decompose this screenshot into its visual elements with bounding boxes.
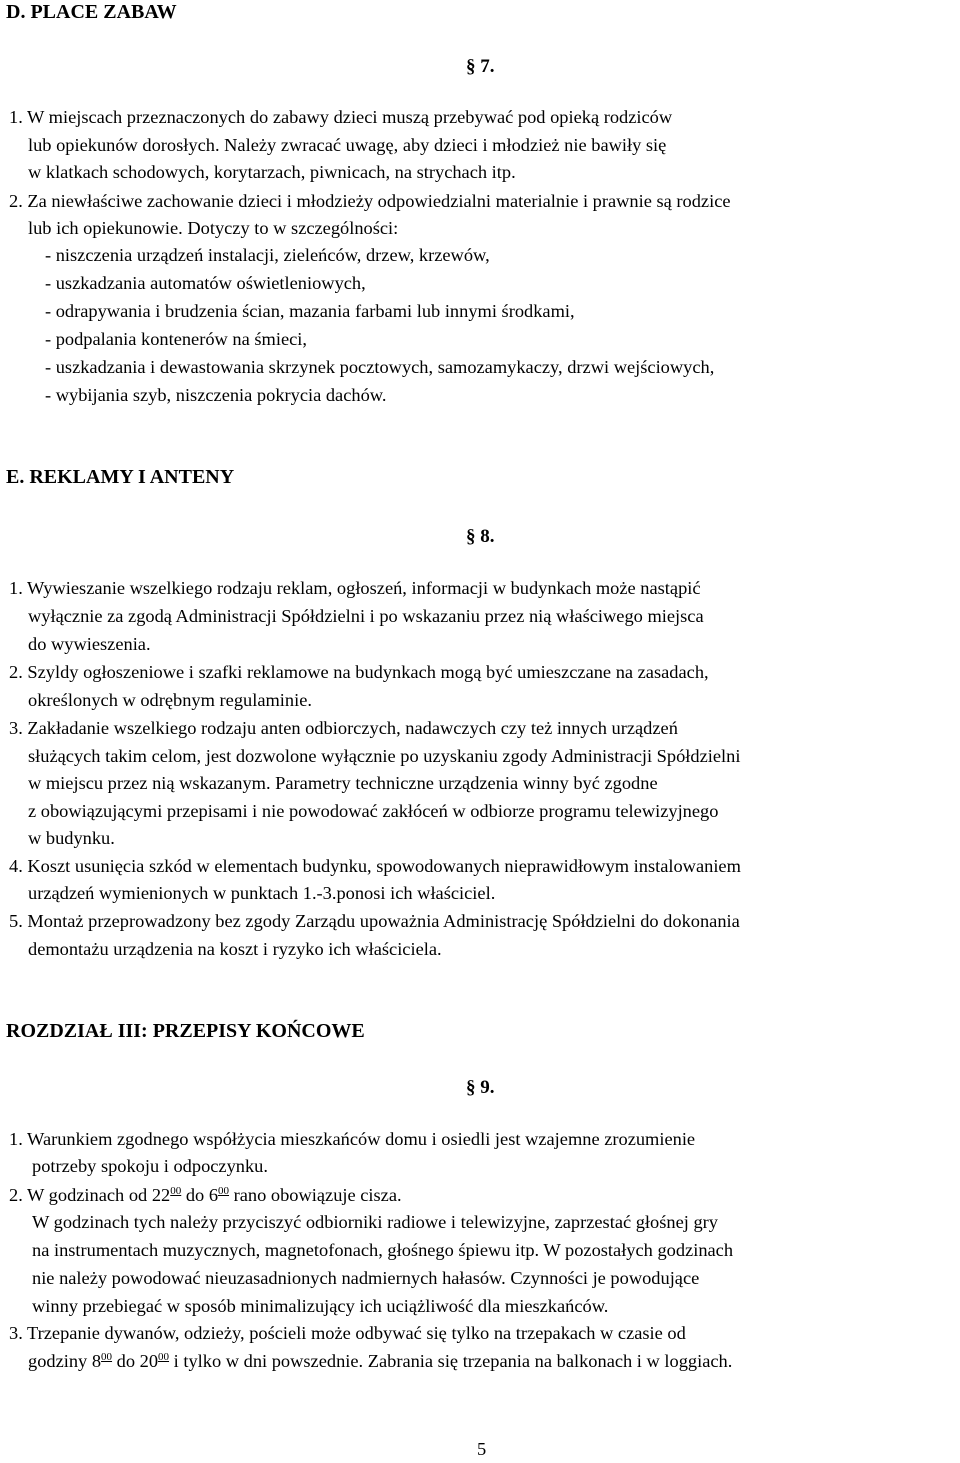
- e-line: do wywieszenia.: [28, 634, 151, 654]
- iii-item2-middle: do 6: [181, 1185, 219, 1205]
- d-bullet: - odrapywania i brudzenia ścian, mazania farbami lub innymi środkami,: [45, 301, 575, 321]
- d-item1-line2: lub opiekunów dorosłych. Należy zwracać uwagę, aby dzieci i młodzież nie bawiły się: [28, 135, 667, 155]
- paragraph-7-mark: § 7.: [466, 56, 495, 77]
- paragraph-8-mark: § 8.: [466, 526, 495, 547]
- iii-item2-prefix: 2. W godzinach od 22: [9, 1185, 171, 1205]
- superscript-hour: 00: [170, 1185, 182, 1197]
- e-line: demontażu urządzenia na koszt i ryzyko ich właściciela.: [28, 939, 442, 959]
- iii-item3-line2: [28, 1352, 732, 1370]
- page-number: 5: [477, 1439, 487, 1459]
- e-line: służących takim celom, jest dozwolone wyłącznie po uzyskaniu zgody Administracji Spółdzielni: [28, 746, 741, 766]
- iii-item2-line: na instrumentach muzycznych, magnetofonach, głośnego śpiewu itp. W pozostałych godzinach: [32, 1240, 734, 1260]
- e-line: wyłącznie za zgodą Administracji Spółdzielni i po wskazaniu przez nią właściwego miejsca: [28, 606, 704, 626]
- e-line: 2. Szyldy ogłoszeniowe i szafki reklamowe na budynkach mogą być umieszczane na zasadach,: [9, 662, 709, 682]
- d-bullet: - wybijania szyb, niszczenia pokrycia dachów.: [45, 385, 387, 405]
- d-item1-line1: 1. W miejscach przeznaczonych do zabawy dzieci muszą przebywać pod opieką rodziców: [9, 107, 673, 127]
- e-line: 5. Montaż przeprowadzony bez zgody Zarządu upoważnia Administrację Spółdzielni do dokonania: [9, 911, 740, 931]
- section-d-heading: D. PLACE ZABAW: [6, 1, 177, 23]
- d-bullet: - uszkadzania automatów oświetleniowych,: [45, 273, 366, 293]
- d-bullet: - niszczenia urządzeń instalacji, zieleńców, drzew, krzewów,: [45, 245, 490, 265]
- paragraph-9-mark: § 9.: [466, 1077, 495, 1098]
- e-line: urządzeń wymienionych w punktach 1.-3.ponosi ich właściciel.: [28, 883, 496, 903]
- e-line: z obowiązującymi przepisami i nie powodować zakłóceń w odbiorze programu telewizyjnego: [28, 801, 719, 821]
- d-bullet: - podpalania kontenerów na śmieci,: [45, 329, 307, 349]
- iii-item2-line: winny przebiegać w sposób minimalizujący ich uciążliwość dla mieszkańców.: [32, 1296, 609, 1316]
- e-line: 3. Zakładanie wszelkiego rodzaju anten odbiorczych, nadawczych czy też innych urządzeń: [9, 718, 678, 738]
- iii-item3-prefix: godziny 8: [28, 1351, 102, 1371]
- superscript-hour: 00: [158, 1351, 170, 1363]
- iii-item1-line2: potrzeby spokoju i odpoczynku.: [32, 1156, 268, 1176]
- section-iii-heading: ROZDZIAŁ III: PRZEPISY KOŃCOWE: [6, 1020, 365, 1042]
- d-item2-line2: lub ich opiekunowie. Dotyczy to w szczególności:: [28, 218, 399, 238]
- e-line: 4. Koszt usunięcia szkód w elementach budynku, spowodowanych nieprawidłowym instalowaniem: [9, 856, 741, 876]
- section-e-heading: E. REKLAMY I ANTENY: [6, 466, 235, 488]
- d-item1-line3: w klatkach schodowych, korytarzach, piwnicach, na strychach itp.: [28, 162, 516, 182]
- iii-item3-line1: 3. Trzepanie dywanów, odzieży, pościeli może odbywać się tylko na trzepakach w czasie od: [9, 1323, 686, 1343]
- iii-item3-suffix: i tylko w dni powszednie. Zabrania się trzepania na balkonach i w loggiach.: [169, 1351, 733, 1371]
- superscript-hour: 00: [218, 1185, 230, 1197]
- iii-item3-middle: do 20: [112, 1351, 159, 1371]
- iii-item2-line: nie należy powodować nieuzasadnionych nadmiernych hałasów. Czynności je powodujące: [32, 1268, 700, 1288]
- e-line: w budynku.: [28, 828, 115, 848]
- iii-item2-suffix: rano obowiązuje cisza.: [229, 1185, 402, 1205]
- iii-item2-first-line: [9, 1186, 402, 1204]
- superscript-hour: 00: [101, 1351, 113, 1363]
- iii-item2-line: W godzinach tych należy przyciszyć odbiorniki radiowe i telewizyjne, zaprzestać głośnej gry: [32, 1212, 718, 1232]
- iii-item1-line1: 1. Warunkiem zgodnego współżycia mieszkańców domu i osiedli jest wzajemne zrozumienie: [9, 1129, 696, 1149]
- d-item2-line1: 2. Za niewłaściwe zachowanie dzieci i młodzieży odpowiedzialni materialnie i prawnie są rodzice: [9, 191, 731, 211]
- e-line: określonych w odrębnym regulaminie.: [28, 690, 312, 710]
- d-bullet: - uszkadzania i dewastowania skrzynek pocztowych, samozamykaczy, drzwi wejściowych,: [45, 357, 715, 377]
- e-line: w miejscu przez nią wskazanym. Parametry techniczne urządzenia winny być zgodne: [28, 773, 658, 793]
- e-line: 1. Wywieszanie wszelkiego rodzaju reklam, ogłoszeń, informacji w budynkach może nastąpić: [9, 578, 701, 598]
